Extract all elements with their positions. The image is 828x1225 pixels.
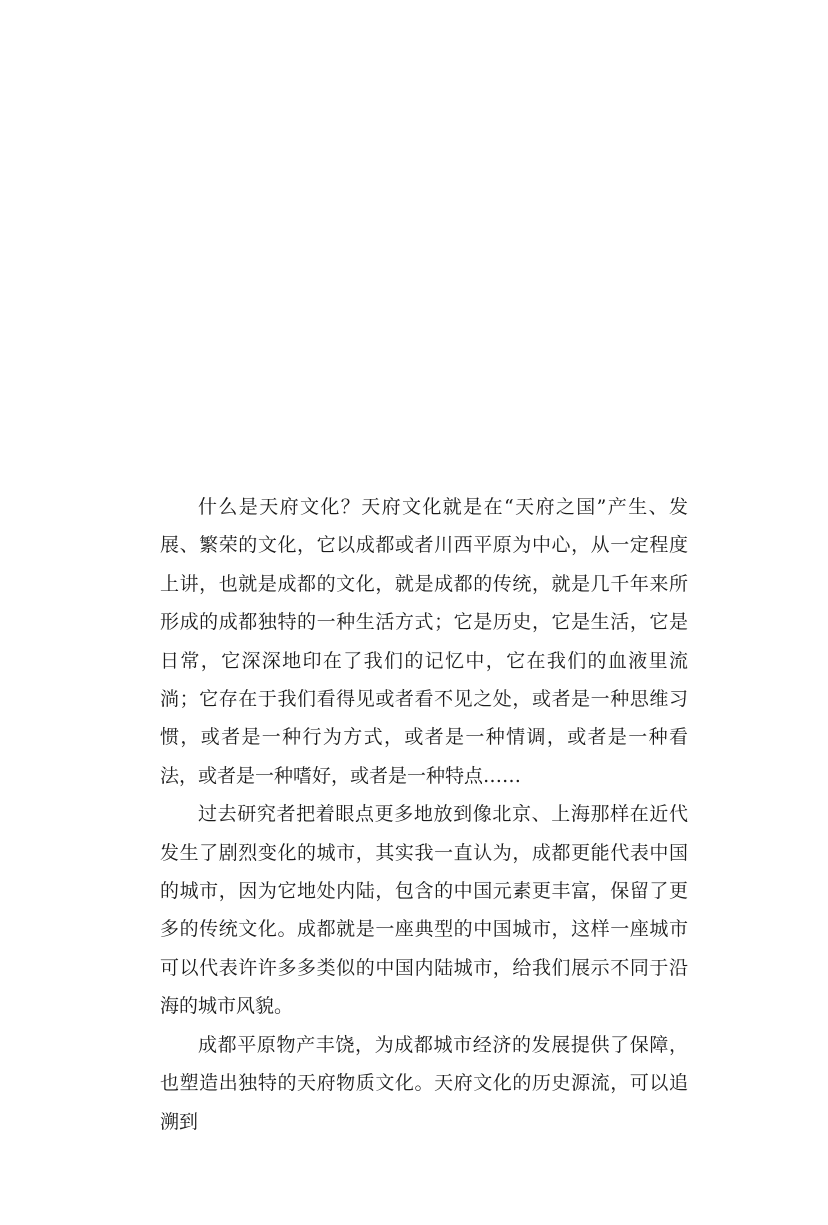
body-text [160,488,688,1141]
paragraph-1: 什么是天府文化？天府文化就是在“天府之国”产生、发展、繁荣的文化，它以成都或者川西平原为中心，从一定程度上讲，也就是成都的文化，就是成都的传统，就是几千年来所形成的成都独特的一种生活方式；它是历史，它是生活，它是日常，它深深地印在了我们的记忆中，它在我们的血液里流淌；它存在于我们看得见或者看不见之处，或者是一种思维习惯，或者是一种行为方式，或者是一种情调，或者是一种看法，或者是一种嗜好，或者是一种特点…… [160,496,688,787]
paragraph-3: 成都平原物产丰饶，为成都城市经济的发展提供了保障，也塑造出独特的天府物质文化。天府文化的历史源流，可以追溯到 [160,1033,688,1133]
paragraph-2: 过去研究者把着眼点更多地放到像北京、上海那样在近代发生了剧烈变化的城市，其实我一直认为，成都更能代表中国的城市，因为它地处内陆，包含的中国元素更丰富，保留了更多的传统文化。成都就是一座典型的中国城市，这样一座城市可以代表许许多多类似的中国内陆城市，给我们展示不同于沿海的城市风貌。 [160,803,688,1018]
